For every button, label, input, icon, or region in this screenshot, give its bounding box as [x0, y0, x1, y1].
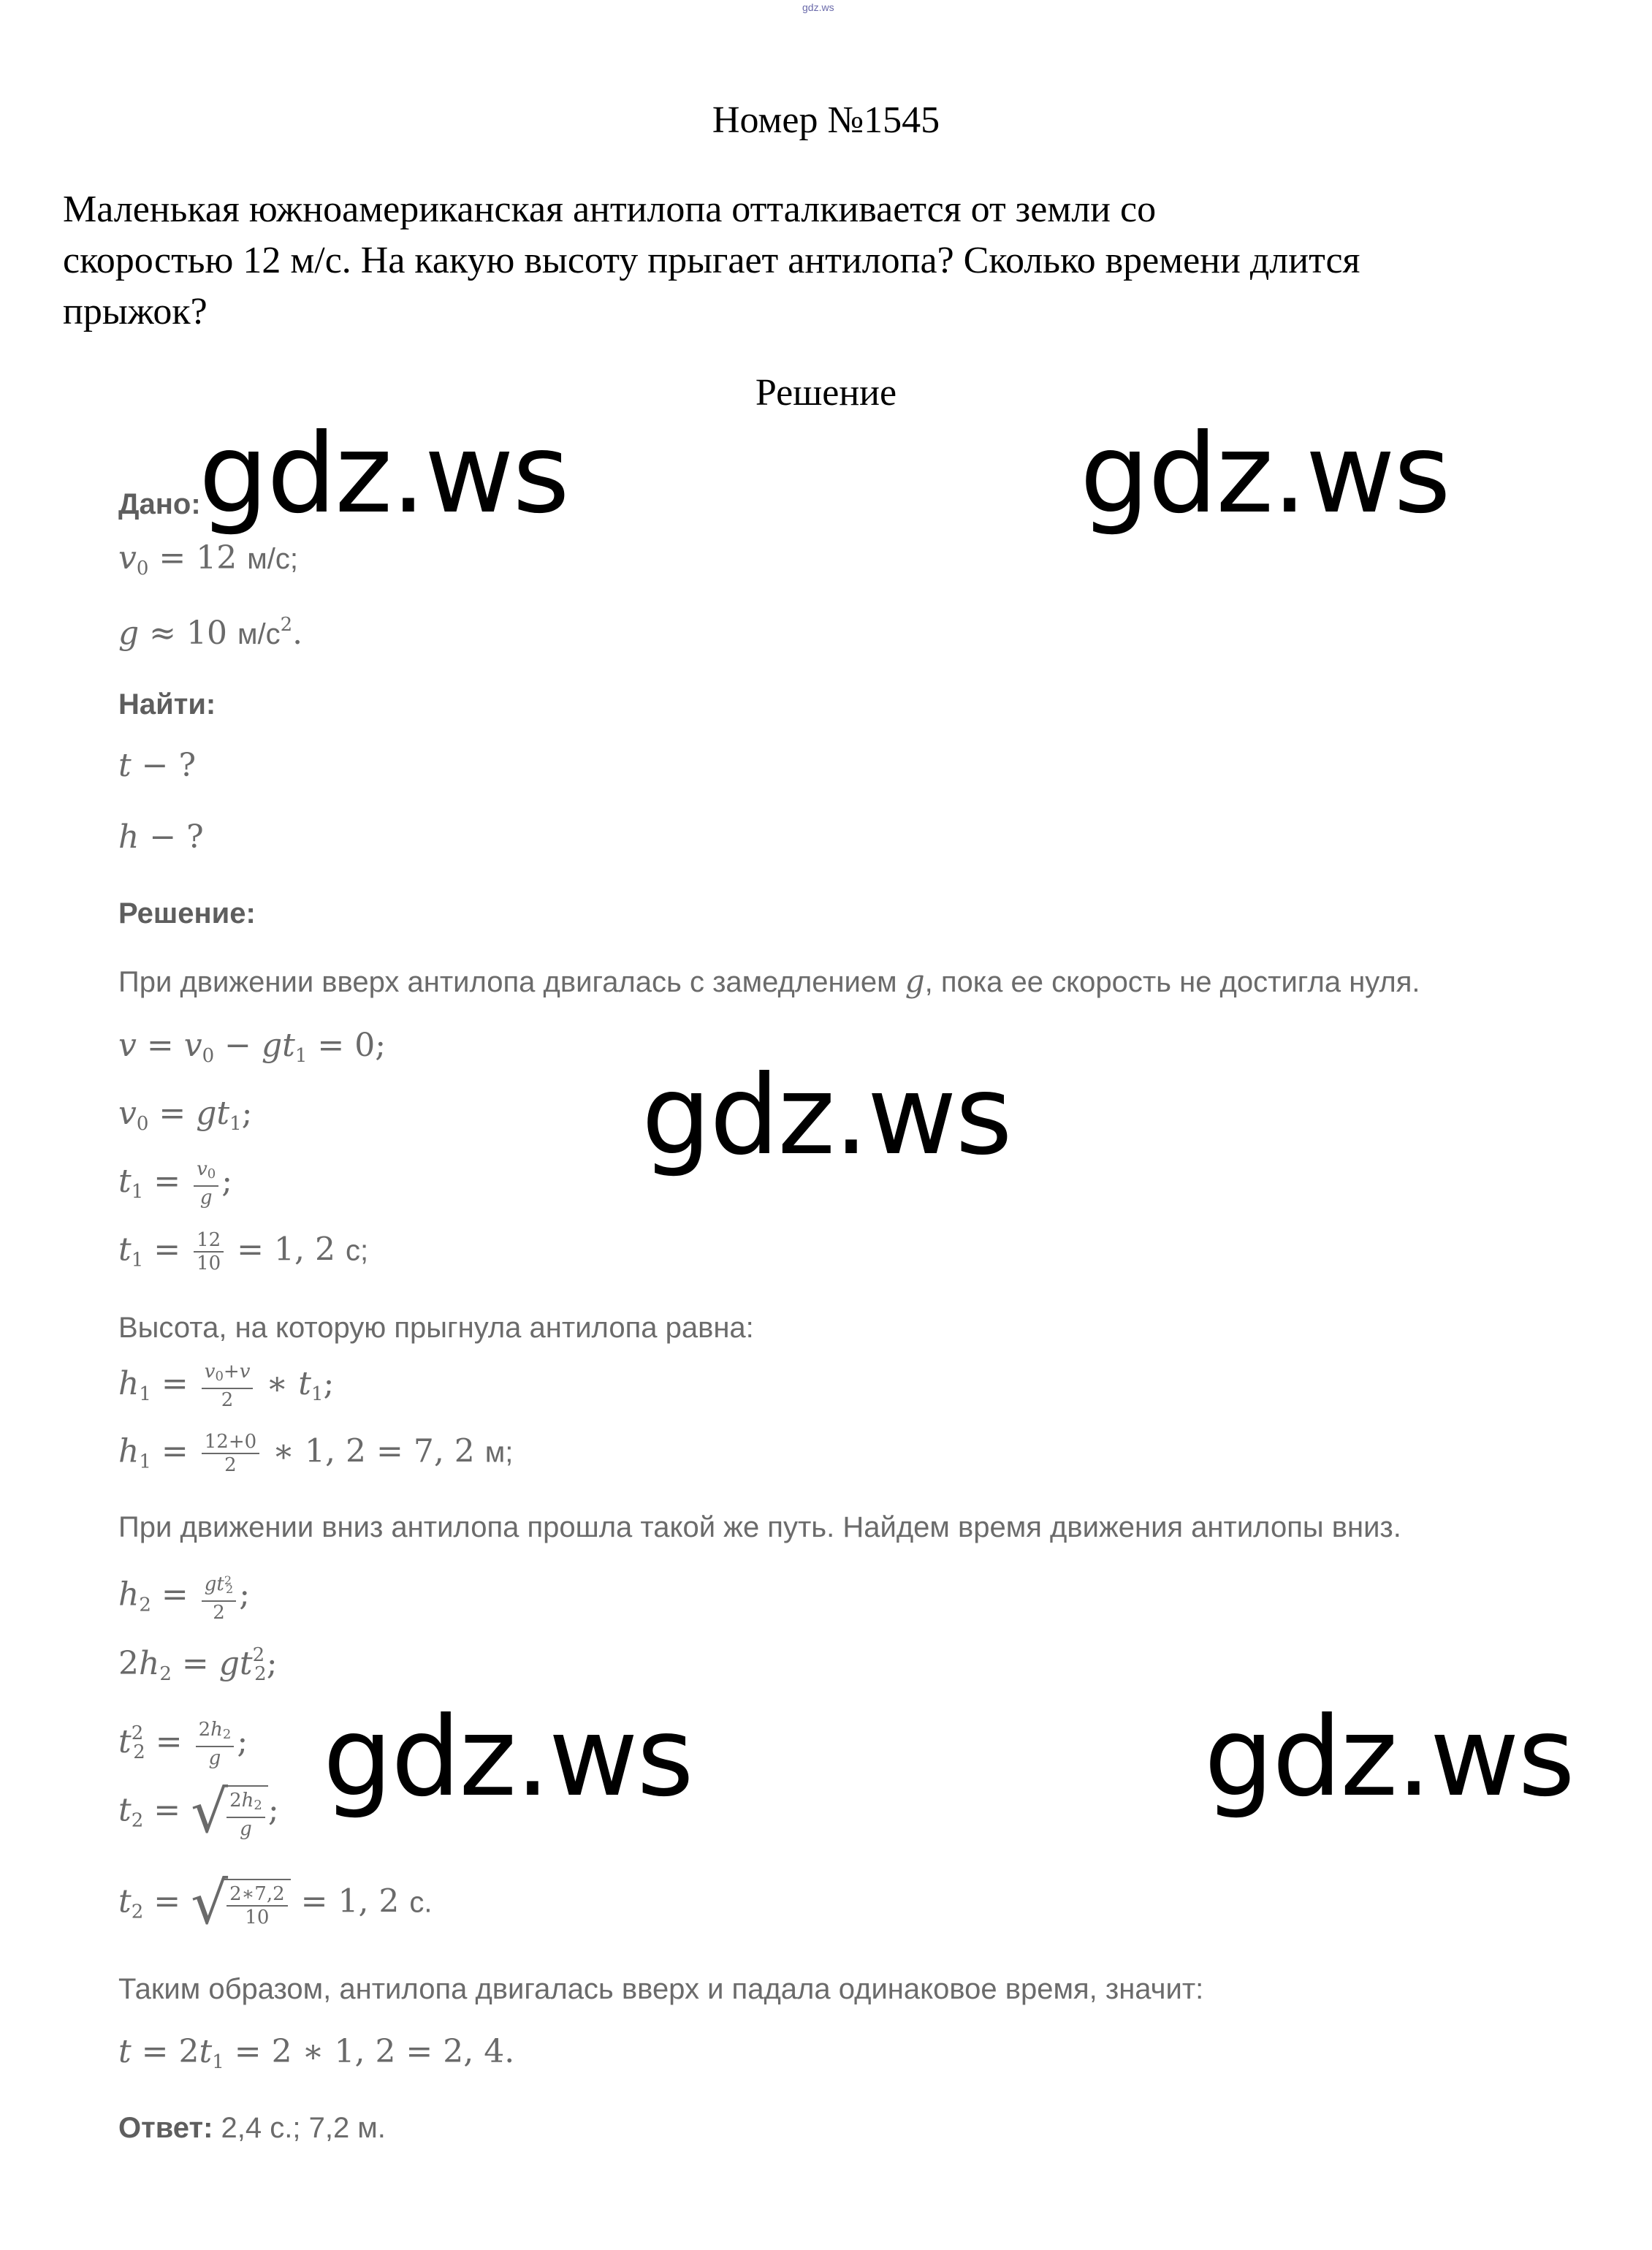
formula: $t_2$ = √ $\frac{2h_2}{g}$ ; — [118, 1778, 279, 1846]
watermark: gdz.ws — [199, 411, 568, 538]
formula: $h_2$ = $\frac{gt^2_2}{2}$ ; — [118, 1570, 250, 1624]
watermark: gdz.ws — [1204, 1694, 1574, 1821]
formula-v0: $v_0 = 12$ м/с; — [118, 539, 298, 579]
top-watermark: gdz.ws — [802, 1, 834, 13]
answer: Ответ: 2,4 с.; 7,2 м. — [118, 2112, 386, 2144]
problem-line: скоростью 12 м/с. На какую высоту прыгает антилопа? Сколько времени длится — [63, 240, 1360, 281]
formula: $t_1$ = $\frac{v_0}{g}$ ; — [118, 1158, 233, 1209]
formula: $2h_2 = gt^2_2$; — [118, 1644, 278, 1685]
solution-text: При движении вниз антилопа прошла такой же путь. Найдем время движения антилопы вниз. — [118, 1511, 1401, 1543]
solution-label: Решение: — [118, 897, 256, 930]
solution-text: Высота, на которую прыгнула антилопа равна: — [118, 1312, 754, 1344]
watermark: gdz.ws — [642, 1052, 1011, 1179]
formula: $t = 2t_1 = 2$ ∗ 1, 2 = 2, 4. — [118, 2033, 515, 2073]
formula: $t^2_2$ = $\frac{2h_2}{g}$ ; — [118, 1719, 248, 1769]
solution-text: Таким образом, антилопа двигалась вверх и падала одинаковое время, значит: — [118, 1973, 1204, 2005]
watermark: gdz.ws — [1080, 411, 1450, 538]
formula: $t_2$ = √ $\frac{2∗7,2}{10}$ = 1, 2 с. — [118, 1869, 433, 1937]
formula: $v_0 = gt_1$; — [118, 1095, 253, 1135]
solution-heading: Решение — [755, 372, 897, 414]
given-label: Дано: — [118, 488, 201, 520]
solution-text: При движении вверх антилопа двигалась с замедлением g, пока ее скорость не достигла нуля. — [118, 963, 1420, 999]
page-title: Номер №1545 — [712, 99, 940, 141]
problem-statement — [63, 184, 1597, 338]
watermark: gdz.ws — [323, 1694, 693, 1821]
find-label: Найти: — [118, 688, 216, 721]
formula: $h_1$ = $\frac{v_0+v}{2}$ ∗ $t_1$; — [118, 1361, 335, 1411]
problem-line: Маленькая южноамериканская антилопа отталкивается от земли со — [63, 189, 1157, 230]
find-h: h − ? — [118, 818, 204, 856]
formula: $v = v_0 - gt_1 = 0$; — [118, 1027, 387, 1067]
formula: $t_1$ = $\frac{12}{10}$ = 1, 2 с; — [118, 1229, 369, 1274]
formula: $h_1$ = $\frac{12+0}{2}$ ∗ 1, 2 = 7, 2 м; — [118, 1431, 514, 1476]
formula-g: g ≈ 10 $м/с^2$. — [118, 614, 303, 652]
find-t: t − ? — [118, 747, 197, 784]
problem-line: прыжок? — [63, 291, 208, 332]
